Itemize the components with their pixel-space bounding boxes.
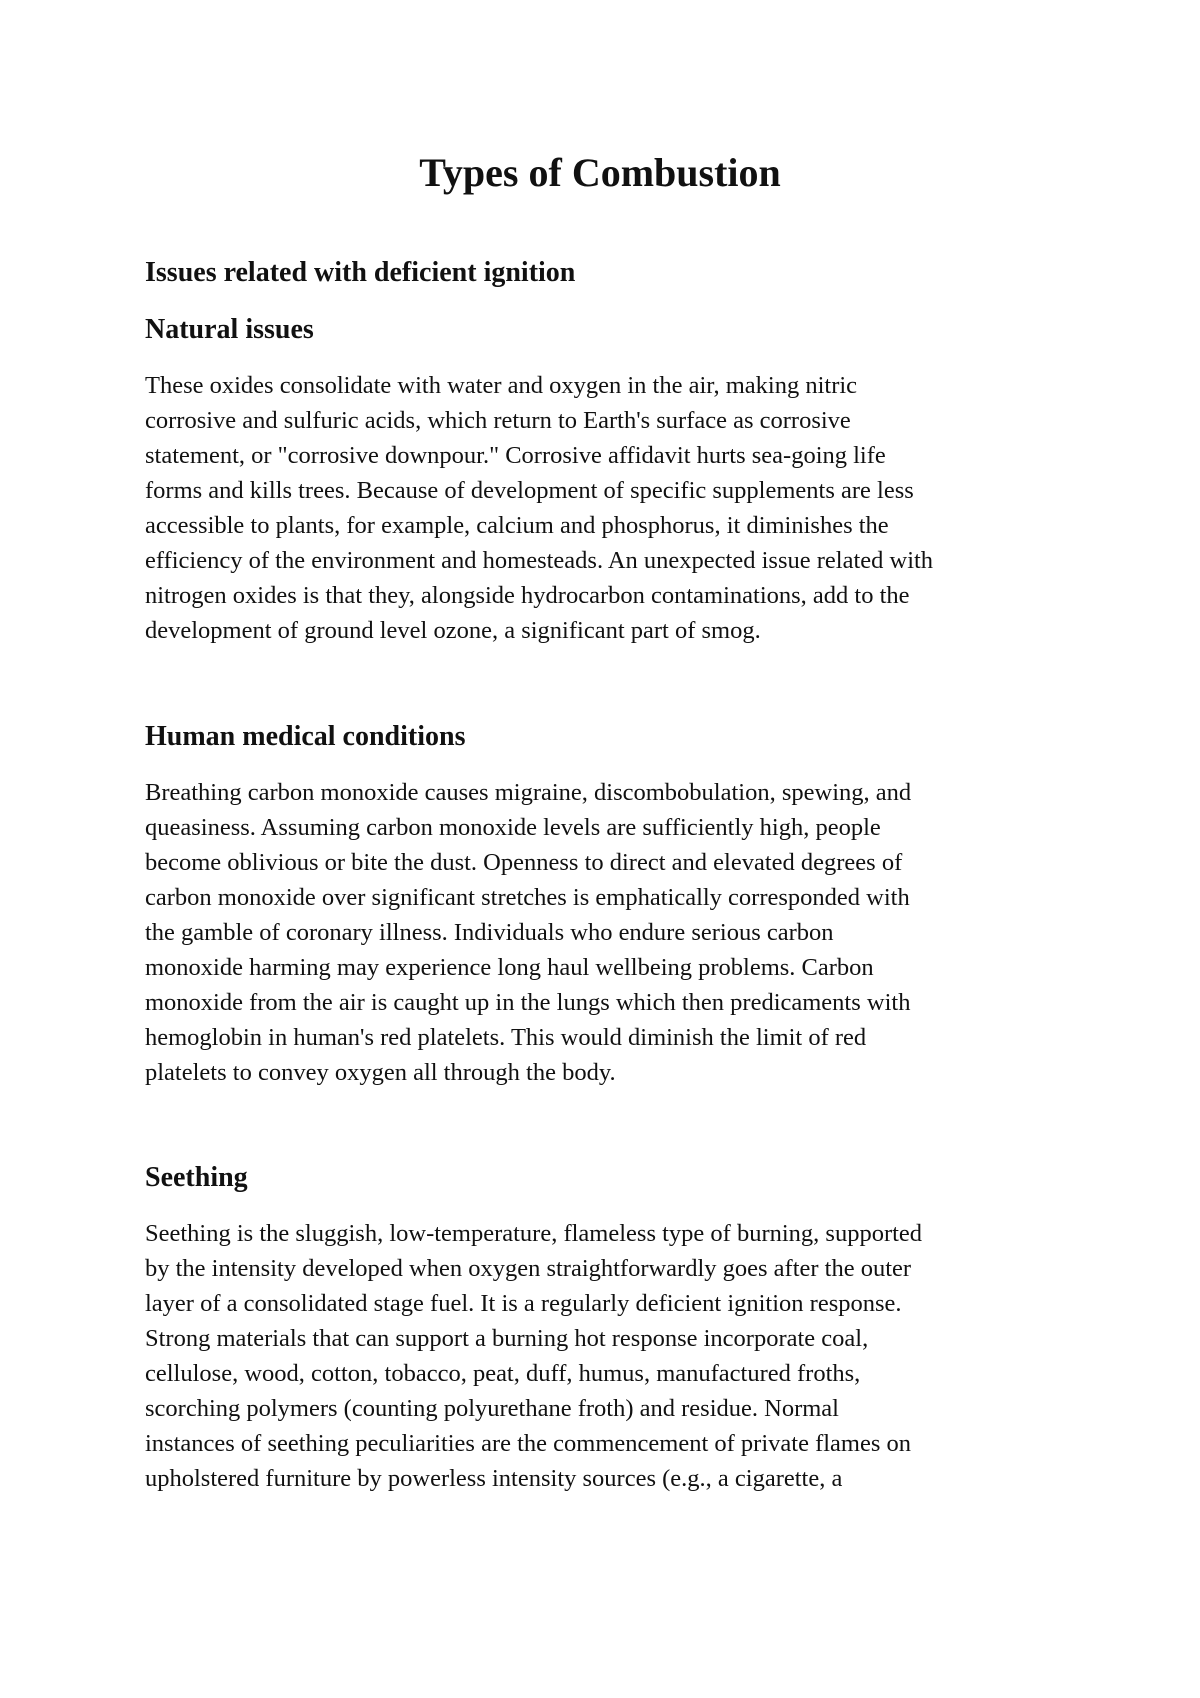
paragraph-line: cellulose, wood, cotton, tobacco, peat, duff, humus, manufactured froths, <box>145 1360 861 1387</box>
section-heading-deficient-ignition: Issues related with deficient ignition <box>145 257 576 288</box>
natural-issues-paragraph <box>145 368 1080 648</box>
paragraph-line: corrosive and sulfuric acids, which return to Earth's surface as corrosive <box>145 407 851 434</box>
paragraph-line: Breathing carbon monoxide causes migraine, discombobulation, spewing, and <box>145 779 912 806</box>
paragraph-line: upholstered furniture by powerless intensity sources (e.g., a cigarette, a <box>145 1465 843 1492</box>
paragraph-line: become oblivious or bite the dust. Openness to direct and elevated degrees of <box>145 849 903 876</box>
paragraph-line: the gamble of coronary illness. Individuals who endure serious carbon <box>145 919 834 946</box>
paragraph-line: scorching polymers (counting polyurethane froth) and residue. Normal <box>145 1395 839 1422</box>
seething-paragraph <box>145 1216 1080 1496</box>
paragraph-line: hemoglobin in human's red platelets. This would diminish the limit of red <box>145 1024 867 1051</box>
paragraph-line: efficiency of the environment and homesteads. An unexpected issue related with <box>145 547 934 574</box>
paragraph-line: Seething is the sluggish, low-temperature, flameless type of burning, supported <box>145 1220 923 1247</box>
paragraph-line: development of ground level ozone, a significant part of smog. <box>145 617 761 644</box>
paragraph-line: carbon monoxide over significant stretches is emphatically corresponded with <box>145 884 910 911</box>
paragraph-line: platelets to convey oxygen all through the body. <box>145 1059 616 1086</box>
paragraph-line: queasiness. Assuming carbon monoxide levels are sufficiently high, people <box>145 814 881 841</box>
subsection-heading-natural-issues: Natural issues <box>145 314 314 345</box>
paragraph-line: monoxide from the air is caught up in the lungs which then predicaments with <box>145 989 911 1016</box>
document-title: Types of Combustion <box>419 150 781 195</box>
paragraph-line: monoxide harming may experience long haul wellbeing problems. Carbon <box>145 954 874 981</box>
section-heading-human-medical-conditions: Human medical conditions <box>145 721 466 752</box>
section-heading-seething: Seething <box>145 1162 248 1193</box>
paragraph-line: Strong materials that can support a burning hot response incorporate coal, <box>145 1325 869 1352</box>
paragraph-line: forms and kills trees. Because of development of specific supplements are less <box>145 477 914 504</box>
paragraph-line: layer of a consolidated stage fuel. It is a regularly deficient ignition response. <box>145 1290 902 1317</box>
paragraph-line: These oxides consolidate with water and oxygen in the air, making nitric <box>145 372 858 399</box>
paragraph-line: accessible to plants, for example, calcium and phosphorus, it diminishes the <box>145 512 889 539</box>
paragraph-line: statement, or "corrosive downpour." Corrosive affidavit hurts sea-going life <box>145 442 886 469</box>
paragraph-line: instances of seething peculiarities are the commencement of private flames on <box>145 1430 912 1457</box>
human-medical-conditions-paragraph <box>145 775 1080 1090</box>
paragraph-line: nitrogen oxides is that they, alongside hydrocarbon contaminations, add to the <box>145 582 910 609</box>
paragraph-line: by the intensity developed when oxygen straightforwardly goes after the outer <box>145 1255 912 1282</box>
